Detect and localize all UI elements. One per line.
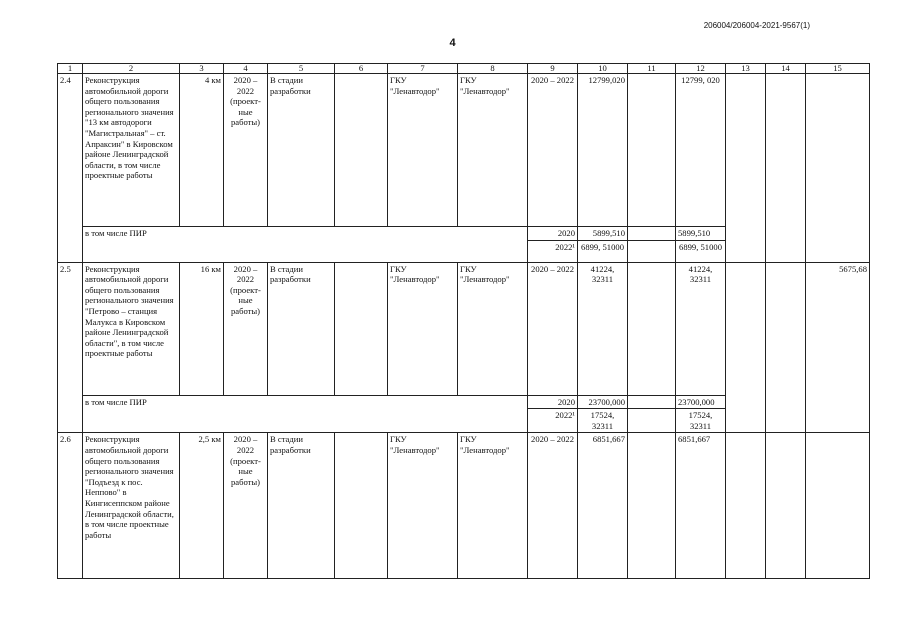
- col-header: 12: [676, 64, 726, 74]
- col-header: 3: [180, 64, 224, 74]
- project-status: В стадии разработки: [268, 262, 335, 395]
- col-header: 14: [766, 64, 806, 74]
- pir-amount: 17524, 32311: [578, 409, 628, 433]
- executor: ГКУ "Ленавтодор": [458, 262, 528, 395]
- pir-year: 2022¹: [528, 240, 578, 262]
- project-period: 2020 – 2022 (проект- ные работы): [224, 262, 268, 395]
- pir-amount: 6899, 51000: [578, 240, 628, 262]
- pir-amount-col12: 5899,510: [676, 227, 726, 241]
- amount: 6851,667: [578, 433, 628, 579]
- cell-col15: 5675,68: [806, 262, 870, 433]
- pir-amount: 23700,000: [578, 395, 628, 409]
- customer: ГКУ "Ленавтодор": [388, 433, 458, 579]
- years: 2020 – 2022: [528, 74, 578, 227]
- col-header: 10: [578, 64, 628, 74]
- cell-col11: [628, 74, 676, 227]
- cell-col13: [726, 433, 766, 579]
- col-header: 15: [806, 64, 870, 74]
- cell-col14: [766, 74, 806, 263]
- cell-col14: [766, 433, 806, 579]
- customer: ГКУ "Ленавтодор": [388, 262, 458, 395]
- pir-year: 2022¹: [528, 409, 578, 433]
- col-header: 13: [726, 64, 766, 74]
- pir-amount-col12: 6899, 51000: [676, 240, 726, 262]
- page-number: 4: [449, 37, 456, 49]
- cell-col11: [628, 395, 676, 409]
- amount: 41224, 32311: [578, 262, 628, 395]
- cell-col6: [335, 74, 388, 227]
- cell-col11: [628, 240, 676, 262]
- cell-col11: [628, 227, 676, 241]
- column-number-row: [58, 64, 870, 74]
- row-number: 2.4: [58, 74, 83, 263]
- col-header: 11: [628, 64, 676, 74]
- pir-label: в том числе ПИР: [83, 395, 528, 433]
- road-length: 2,5 км: [180, 433, 224, 579]
- pir-amount-col12: 17524, 32311: [676, 409, 726, 433]
- project-period: 2020 – 2022 (проект- ные работы): [224, 433, 268, 579]
- col-header: 7: [388, 64, 458, 74]
- col-header: 5: [268, 64, 335, 74]
- col-header: 4: [224, 64, 268, 74]
- cell-col6: [335, 433, 388, 579]
- project-status: В стадии разработки: [268, 74, 335, 227]
- road-length: 16 км: [180, 262, 224, 395]
- col-header: 1: [58, 64, 83, 74]
- project-period: 2020 – 2022 (проект- ные работы): [224, 74, 268, 227]
- cell-col11: [628, 409, 676, 433]
- pir-year: 2020: [528, 227, 578, 241]
- pir-label: в том числе ПИР: [83, 227, 528, 263]
- col-header: 2: [83, 64, 180, 74]
- amount-col12: 6851,667: [676, 433, 726, 579]
- col-header: 6: [335, 64, 388, 74]
- executor: ГКУ "Ленавтодор": [458, 74, 528, 227]
- project-status: В стадии разработки: [268, 433, 335, 579]
- cell-col6: [335, 262, 388, 395]
- pir-amount-col12: 23700,000: [676, 395, 726, 409]
- document-id: 206004/206004-2021-9567(1): [703, 21, 810, 30]
- table-row: [58, 74, 870, 227]
- table-row: [58, 433, 870, 579]
- project-name: Реконструкция автомобильной дороги общего пользования регионального значения "Подъезд к пос. Неппово" в Кингисеппском районе Ленинградской области, в том числе проектные работы: [83, 433, 180, 579]
- amount: 12799,020: [578, 74, 628, 227]
- cell-col15: [806, 74, 870, 263]
- amount-col12: 12799, 020: [676, 74, 726, 227]
- col-header: 9: [528, 64, 578, 74]
- road-length: 4 км: [180, 74, 224, 227]
- amount-col12: 41224, 32311: [676, 262, 726, 395]
- cell-col13: [726, 262, 766, 433]
- project-name: Реконструкция автомобильной дороги общего пользования регионального значения "13 км автодороги "Магистральная" – ст. Апраксин" в Кировском районе Ленинградской области, в том числе проектные работы: [83, 74, 180, 227]
- customer: ГКУ "Ленавтодор": [388, 74, 458, 227]
- projects-table: [57, 63, 870, 579]
- cell-col13: [726, 74, 766, 263]
- col-header: 8: [458, 64, 528, 74]
- years: 2020 – 2022: [528, 262, 578, 395]
- pir-amount: 5899,510: [578, 227, 628, 241]
- table-row: [58, 262, 870, 395]
- row-number: 2.6: [58, 433, 83, 579]
- cell-col15: [806, 433, 870, 579]
- executor: ГКУ "Ленавтодор": [458, 433, 528, 579]
- cell-col11: [628, 262, 676, 395]
- pir-year: 2020: [528, 395, 578, 409]
- cell-col14: [766, 262, 806, 433]
- project-name: Реконструкция автомобильной дороги общего пользования регионального значения "Петрово – станция Малукса в Кировском районе Ленинградской области", в том числе проектные работы: [83, 262, 180, 395]
- cell-col11: [628, 433, 676, 579]
- row-number: 2.5: [58, 262, 83, 433]
- years: 2020 – 2022: [528, 433, 578, 579]
